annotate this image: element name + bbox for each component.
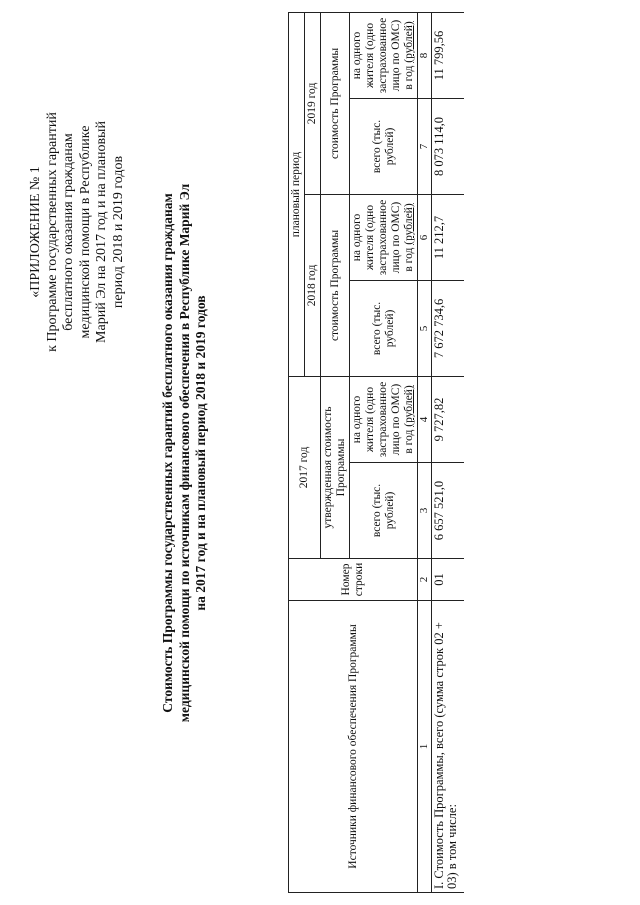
per-person-unit: (рублей) — [403, 202, 415, 245]
header-total-2018: всего (тыс. рублей) — [350, 280, 418, 376]
rotated-document-page — [20, 13, 620, 893]
header-per-person-2019 — [350, 12, 418, 98]
per-person-2019-value: 11 799,56 — [432, 12, 465, 98]
per-person-unit: (рублей) — [403, 20, 415, 63]
column-number: 2 — [418, 558, 432, 600]
column-number: 4 — [418, 376, 432, 462]
header-program-cost-2019: стоимость Программы — [321, 12, 350, 194]
total-2018-value: 7 672 734,6 — [432, 280, 465, 376]
document-title — [160, 73, 210, 833]
total-2019-value: 8 073 114,0 — [432, 98, 465, 194]
title-line: Стоимость Программы государственных гарантий бесплатного оказания гражданам — [160, 192, 175, 713]
appendix-line: к Программе государственных гарантий — [44, 111, 60, 352]
column-number: 5 — [418, 280, 432, 376]
row-label: I. Стоимость Программы, всего (сумма строк 02 + 03) в том числе: — [432, 600, 465, 892]
per-person-text: на одного жителя (одно застрахованное лицо по ОМС) в год — [351, 381, 415, 457]
title-line: на 2017 год и на плановый период 2018 и 2019 годов — [193, 294, 208, 611]
title-line: медицинской помощи по источникам финансового обеспечения в Республике Марий Эл — [176, 183, 192, 722]
appendix-header — [28, 17, 127, 447]
per-person-text: на одного жителя (одно застрахованное лицо по ОМС) в год — [351, 17, 415, 93]
column-number: 8 — [418, 12, 432, 98]
appendix-line: «ПРИЛОЖЕНИЕ № 1 — [28, 165, 43, 298]
table-row — [432, 12, 465, 892]
header-program-cost-2018: стоимость Программы — [321, 194, 350, 376]
header-total-2017: всего (тыс. рублей) — [350, 462, 418, 558]
appendix-line: период 2018 и 2019 годов — [110, 155, 126, 308]
per-person-2018-value: 11 212,7 — [432, 194, 465, 280]
header-total-2019: всего (тыс. рублей) — [350, 98, 418, 194]
appendix-line: бесплатного оказания гражданам — [61, 132, 76, 331]
header-planned-period: плановый период — [289, 12, 305, 376]
column-number: 3 — [418, 462, 432, 558]
header-year-2018: 2018 год — [305, 194, 321, 376]
header-sources: Источники финансового обеспечения Программы — [289, 600, 418, 892]
header-year-2019: 2019 год — [305, 12, 321, 194]
per-person-2017-value: 9 727,82 — [432, 376, 465, 462]
header-year-2017: 2017 год — [289, 376, 321, 558]
per-person-text: на одного жителя (одно застрахованное лицо по ОМС) в год — [351, 199, 415, 275]
column-number: 6 — [418, 194, 432, 280]
header-row-number: Номер строки — [289, 558, 418, 600]
total-2017-value: 6 657 521,0 — [432, 462, 465, 558]
per-person-unit: (рублей) — [403, 384, 415, 427]
row-number: 01 — [432, 558, 465, 600]
column-number: 7 — [418, 98, 432, 194]
header-per-person-2018 — [350, 194, 418, 280]
header-approved-cost: утвержденная стоимость Программы — [321, 376, 350, 558]
column-number: 1 — [418, 600, 432, 892]
program-cost-table — [288, 11, 464, 892]
column-number-row — [418, 12, 432, 892]
header-per-person-2017 — [350, 376, 418, 462]
appendix-line: медицинской помощи в Республике — [77, 125, 93, 338]
appendix-line: Марий Эл на 2017 год и на плановый — [94, 120, 109, 343]
